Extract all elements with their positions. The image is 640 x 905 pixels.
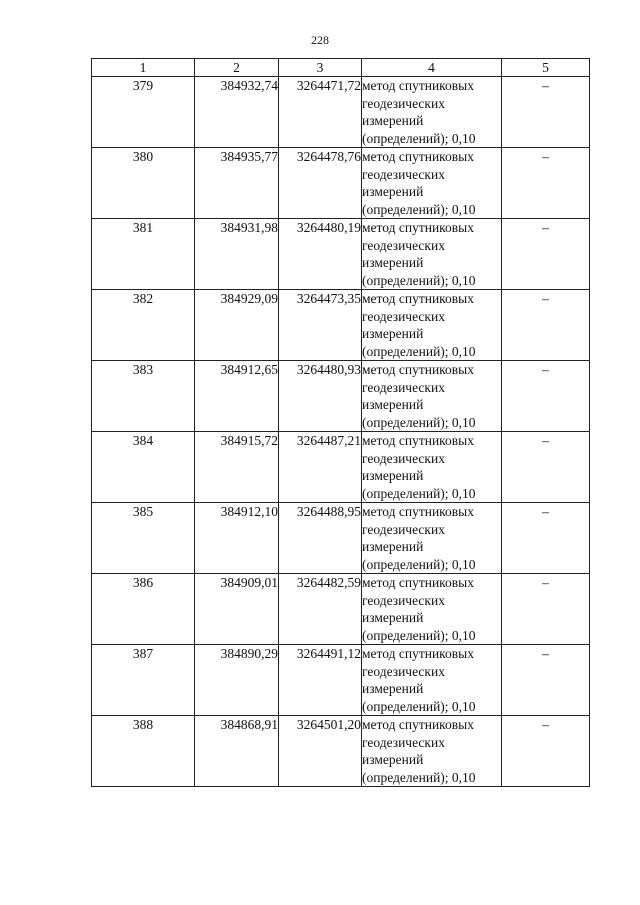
method-line: (определений); 0,10 — [362, 414, 476, 430]
point-number: 384 — [92, 432, 195, 503]
method-line: (определений); 0,10 — [362, 343, 476, 359]
method-line: измерений — [362, 255, 424, 270]
point-number: 385 — [92, 503, 195, 574]
method-line: метод спутниковых — [362, 362, 474, 377]
method-line: геодезических — [362, 379, 445, 395]
table-row — [92, 574, 590, 645]
method-cell — [362, 503, 502, 574]
method-line: (определений); 0,10 — [362, 201, 476, 217]
note-cell: – — [502, 645, 590, 716]
method-line: измерений — [362, 468, 424, 483]
note-cell: – — [502, 219, 590, 290]
method-line: измерений — [362, 539, 424, 554]
method-line: геодезических — [362, 166, 445, 182]
method-cell — [362, 574, 502, 645]
coordinate-x: 384935,77 — [195, 148, 279, 219]
note-cell: – — [502, 290, 590, 361]
method-line: геодезических — [362, 663, 445, 679]
table-body — [92, 77, 590, 787]
method-line: метод спутниковых — [362, 646, 474, 661]
table-row — [92, 432, 590, 503]
method-line: геодезических — [362, 450, 445, 466]
point-number: 386 — [92, 574, 195, 645]
method-cell — [362, 716, 502, 787]
coordinate-y: 3264471,72 — [279, 77, 362, 148]
method-line: измерений — [362, 610, 424, 625]
coordinate-y: 3264487,21 — [279, 432, 362, 503]
coordinate-x: 384890,29 — [195, 645, 279, 716]
note-cell: – — [502, 503, 590, 574]
note-cell: – — [502, 574, 590, 645]
method-line: метод спутниковых — [362, 149, 474, 164]
method-line: метод спутниковых — [362, 504, 474, 519]
page-number: 228 — [311, 33, 329, 47]
coordinate-x: 384931,98 — [195, 219, 279, 290]
point-number: 381 — [92, 219, 195, 290]
coordinate-y: 3264480,19 — [279, 219, 362, 290]
coordinate-y: 3264491,12 — [279, 645, 362, 716]
method-line: измерений — [362, 113, 424, 128]
header-col-5: 5 — [502, 59, 590, 77]
coordinate-x: 384912,65 — [195, 361, 279, 432]
coordinate-x: 384868,91 — [195, 716, 279, 787]
method-line: метод спутниковых — [362, 220, 474, 235]
point-number: 388 — [92, 716, 195, 787]
method-line: геодезических — [362, 95, 445, 111]
note-cell: – — [502, 716, 590, 787]
method-line: метод спутниковых — [362, 575, 474, 590]
method-line: (определений); 0,10 — [362, 130, 476, 146]
method-line: геодезических — [362, 592, 445, 608]
coordinate-y: 3264478,76 — [279, 148, 362, 219]
method-line: геодезических — [362, 237, 445, 253]
table-row — [92, 361, 590, 432]
coordinate-y: 3264473,35 — [279, 290, 362, 361]
method-line: (определений); 0,10 — [362, 627, 476, 643]
point-number: 379 — [92, 77, 195, 148]
method-line: (определений); 0,10 — [362, 769, 476, 785]
header-col-4: 4 — [362, 59, 502, 77]
method-line: измерений — [362, 681, 424, 696]
header-col-1: 1 — [92, 59, 195, 77]
table-row — [92, 77, 590, 148]
method-line: (определений); 0,10 — [362, 698, 476, 714]
method-cell — [362, 645, 502, 716]
method-line: (определений); 0,10 — [362, 556, 476, 572]
table-row — [92, 716, 590, 787]
note-cell: – — [502, 432, 590, 503]
note-cell: – — [502, 361, 590, 432]
method-line: измерений — [362, 326, 424, 341]
coordinate-y: 3264480,93 — [279, 361, 362, 432]
coordinate-x: 384909,01 — [195, 574, 279, 645]
method-line: измерений — [362, 397, 424, 412]
coordinates-table — [91, 58, 590, 787]
method-line: метод спутниковых — [362, 433, 474, 448]
point-number: 382 — [92, 290, 195, 361]
method-cell — [362, 77, 502, 148]
method-cell — [362, 290, 502, 361]
method-cell — [362, 148, 502, 219]
method-line: метод спутниковых — [362, 717, 474, 732]
table-row — [92, 148, 590, 219]
table-row — [92, 219, 590, 290]
method-line: (определений); 0,10 — [362, 485, 476, 501]
method-line: метод спутниковых — [362, 78, 474, 93]
coordinate-x: 384932,74 — [195, 77, 279, 148]
method-cell — [362, 219, 502, 290]
table-header — [92, 59, 590, 77]
method-line: геодезических — [362, 734, 445, 750]
header-col-2: 2 — [195, 59, 279, 77]
table-row — [92, 290, 590, 361]
coordinate-y: 3264488,95 — [279, 503, 362, 574]
coordinate-y: 3264482,59 — [279, 574, 362, 645]
method-line: метод спутниковых — [362, 291, 474, 306]
method-line: измерений — [362, 184, 424, 199]
header-col-3: 3 — [279, 59, 362, 77]
coordinate-y: 3264501,20 — [279, 716, 362, 787]
method-line: измерений — [362, 752, 424, 767]
method-line: (определений); 0,10 — [362, 272, 476, 288]
coordinate-x: 384929,09 — [195, 290, 279, 361]
point-number: 380 — [92, 148, 195, 219]
header-row — [92, 59, 590, 77]
table-row — [92, 503, 590, 574]
method-line: геодезических — [362, 308, 445, 324]
note-cell: – — [502, 77, 590, 148]
coordinate-x: 384915,72 — [195, 432, 279, 503]
point-number: 387 — [92, 645, 195, 716]
note-cell: – — [502, 148, 590, 219]
table-row — [92, 645, 590, 716]
method-cell — [362, 432, 502, 503]
method-line: геодезических — [362, 521, 445, 537]
method-cell — [362, 361, 502, 432]
point-number: 383 — [92, 361, 195, 432]
coordinate-x: 384912,10 — [195, 503, 279, 574]
